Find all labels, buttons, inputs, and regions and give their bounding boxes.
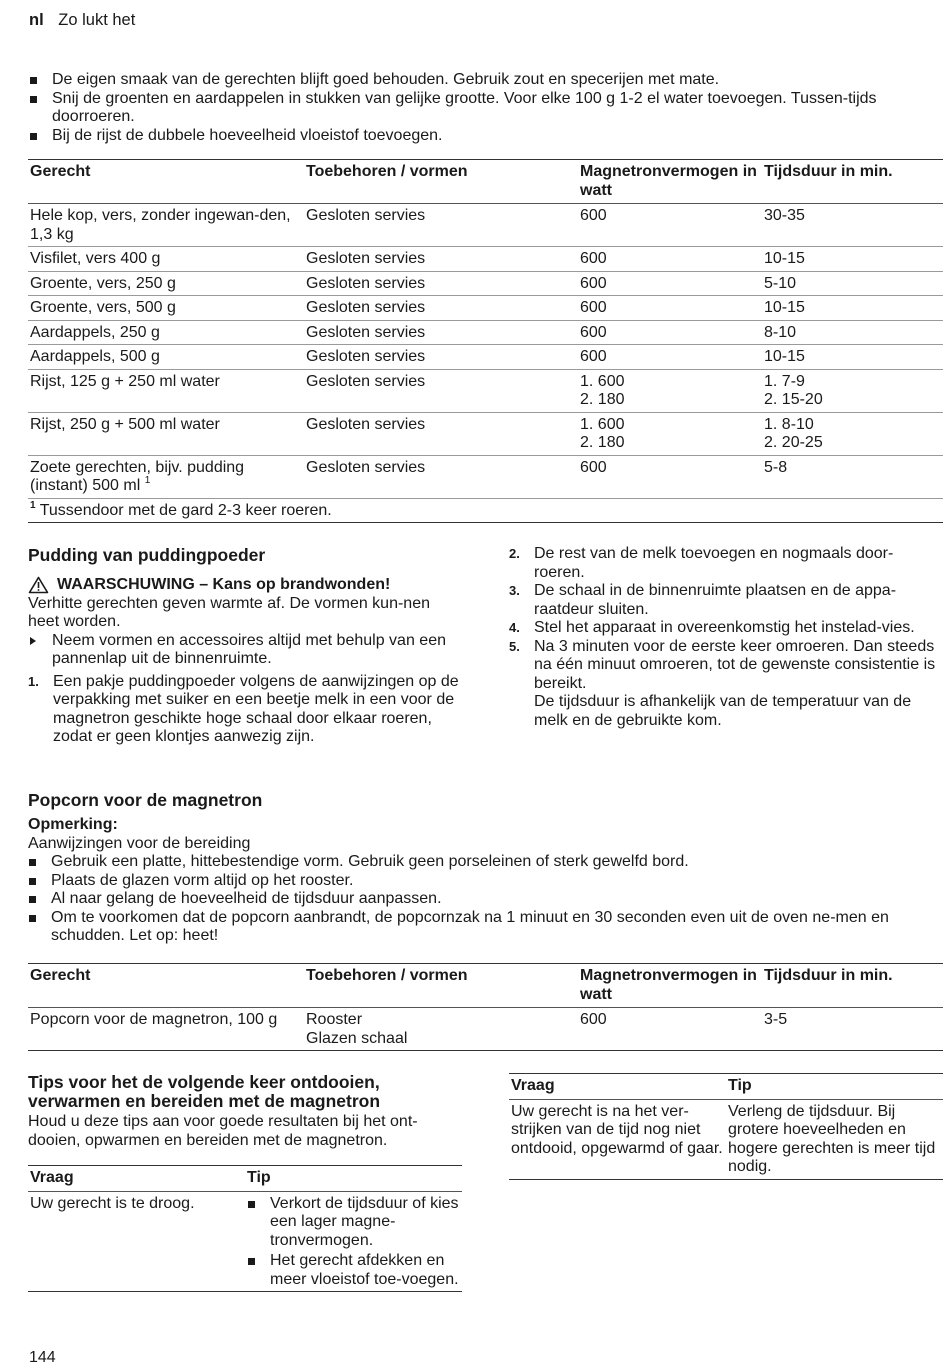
step-note: De tijdsduur is afhankelijk van de temperatuur van de melk en de gebruikte kom. bbox=[534, 693, 912, 729]
table-row bbox=[28, 247, 943, 272]
table-cell bbox=[578, 247, 762, 272]
step-text: De rest van de melk toevoegen en nogmaals door-roeren. bbox=[534, 545, 894, 581]
section-heading: Popcorn voor de magnetron bbox=[28, 790, 263, 810]
step-text: Na 3 minuten voor de eerste keer omroeren. Dan steeds na één minuut omroeren, tot de gewenste consistentie is bereikt. bbox=[534, 637, 936, 692]
table-cell bbox=[28, 455, 304, 498]
table-row bbox=[28, 204, 943, 247]
footnote-mark: 1 bbox=[30, 499, 36, 511]
table-cell bbox=[762, 204, 943, 247]
tips-section bbox=[28, 1073, 462, 1292]
table-cell: Uw gerecht is na het ver-strijken van de tijd nog niet ontdooid, opgewarmd of gaar. bbox=[509, 1099, 726, 1179]
cell-text: 600 bbox=[580, 207, 607, 224]
table-row bbox=[28, 1191, 462, 1292]
table-cell bbox=[762, 369, 943, 412]
table-cell bbox=[578, 345, 762, 370]
cell-text: Gesloten servies bbox=[306, 458, 426, 476]
cell-text: Gesloten servies bbox=[306, 323, 426, 341]
step-number: 5. bbox=[509, 638, 520, 654]
cell-text: 600 bbox=[580, 250, 607, 267]
cell-text: 30-35 bbox=[764, 207, 805, 224]
table-cell bbox=[578, 1008, 762, 1051]
table-cell bbox=[304, 369, 578, 412]
language-code: nl bbox=[29, 11, 44, 29]
cell-text: Gesloten servies bbox=[306, 372, 426, 390]
step-number: 3. bbox=[509, 583, 520, 598]
warning-heading bbox=[28, 576, 460, 595]
list-item: Om te voorkomen dat de popcorn aanbrandt, de popcornzak na 1 minuut en 30 seconden even uit de oven ne-men en schudden. Let op: heet! bbox=[28, 909, 940, 946]
column-header: Toebehoren / vormen bbox=[304, 964, 578, 1008]
step-text: Een pakje puddingpoeder volgens de aanwijzingen op de verpakking met suiker en een beetje melk in een voor de magnetron geschikte hoge schaal door elkaar roeren, zodat er geen klontjes aanwezig zijn. bbox=[53, 672, 459, 745]
table-cell bbox=[762, 412, 943, 455]
popcorn-section bbox=[28, 790, 940, 946]
warning-action: Neem vormen en accessoires altijd met behulp van een pannenlap uit de binnenruimte. bbox=[28, 632, 460, 669]
cell-text: Visfilet, vers 400 g bbox=[30, 250, 161, 267]
cell-text: 600 bbox=[580, 348, 607, 365]
table-cell bbox=[304, 271, 578, 296]
table-cell bbox=[578, 369, 762, 412]
table-cell bbox=[578, 204, 762, 247]
table-cell bbox=[578, 455, 762, 498]
column-header: Tijdsduur in min. bbox=[762, 964, 943, 1008]
table-cell bbox=[762, 320, 943, 345]
footnote-text: Tussendoor met de gard 2-3 keer roeren. bbox=[39, 501, 332, 519]
cell-text: Gesloten servies bbox=[306, 207, 426, 224]
table-cell bbox=[28, 320, 304, 345]
step-item bbox=[28, 673, 460, 747]
list-item: Verkort de tijdsduur of kies een lager magne-tronvermogen. bbox=[247, 1195, 460, 1251]
section-title: Zo lukt het bbox=[58, 11, 136, 29]
table-row bbox=[28, 1008, 943, 1051]
page-number: 144 bbox=[29, 1349, 56, 1366]
list-item: Gebruik een platte, hittebestendige vorm. Gebruik geen porseleinen of sterk gewelfd bord. bbox=[28, 853, 940, 872]
tips-table-left bbox=[28, 1165, 462, 1292]
column-header: Toebehoren / vormen bbox=[304, 160, 578, 204]
table-cell bbox=[28, 204, 304, 247]
table-cell bbox=[28, 345, 304, 370]
cell-text: Popcorn voor de magnetron, 100 g bbox=[30, 1011, 278, 1028]
cell-text: 1. 8-10 2. 20-25 bbox=[764, 415, 823, 451]
pudding-steps-continued bbox=[509, 545, 939, 730]
step-text: Stel het apparaat in overeenkomstig het instelad-vies. bbox=[534, 619, 915, 636]
column-header: Gerecht bbox=[28, 964, 304, 1008]
table-cell bbox=[304, 1008, 578, 1051]
table-cell bbox=[762, 271, 943, 296]
cell-text: 1. 600 2. 180 bbox=[580, 415, 625, 451]
table-header-row bbox=[28, 964, 943, 1008]
cell-text: 8-10 bbox=[764, 323, 797, 341]
table-cell bbox=[762, 1008, 943, 1051]
table-header-row bbox=[509, 1074, 943, 1100]
cell-text: Groente, vers, 500 g bbox=[30, 299, 176, 316]
table-cell bbox=[245, 1191, 462, 1292]
step-item bbox=[509, 619, 939, 638]
column-header: Tip bbox=[245, 1166, 462, 1192]
tips-table-right bbox=[509, 1073, 943, 1180]
table-cell bbox=[28, 412, 304, 455]
cell-text: Gesloten servies bbox=[306, 250, 426, 267]
cell-text: Rijst, 125 g + 250 ml water bbox=[30, 372, 220, 390]
cell-text: Gesloten servies bbox=[306, 299, 426, 316]
list-item: Plaats de glazen vorm altijd op het rooster. bbox=[28, 872, 940, 891]
step-item bbox=[509, 638, 939, 731]
table-row bbox=[28, 320, 943, 345]
column-header: Tip bbox=[726, 1074, 943, 1100]
table-cell bbox=[762, 247, 943, 272]
cell-text: 600 bbox=[580, 458, 607, 476]
table-cell: Verleng de tijdsduur. Bij grotere hoeveelheden en hogere gerechten is meer tijd nodig. bbox=[726, 1099, 943, 1179]
cell-text: 1. 7-9 2. 15-20 bbox=[764, 372, 823, 408]
cell-text: Gesloten servies bbox=[306, 274, 426, 292]
cell-text: 600 bbox=[580, 299, 607, 316]
column-header: Vraag bbox=[509, 1074, 726, 1100]
table-row bbox=[509, 1099, 943, 1179]
table-cell bbox=[304, 345, 578, 370]
column-header: Magnetronvermogen in watt bbox=[578, 160, 762, 204]
table-cell bbox=[28, 369, 304, 412]
table-cell bbox=[28, 271, 304, 296]
footnote-ref: 1 bbox=[144, 475, 151, 486]
table-cell bbox=[28, 296, 304, 321]
column-header: Vraag bbox=[28, 1166, 245, 1192]
list-item: Al naar gelang de hoeveelheid de tijdsduur aanpassen. bbox=[28, 890, 940, 909]
cell-text: Gesloten servies bbox=[306, 415, 426, 433]
tips-description: Houd u deze tips aan voor goede resultaten bij het ont-dooien, opwarmen en bereiden met de magnetron. bbox=[28, 1113, 418, 1149]
cell-text: 600 bbox=[580, 1011, 607, 1028]
cooking-table bbox=[28, 159, 943, 523]
cell-text: Aardappels, 250 g bbox=[30, 323, 160, 341]
warning-triangle-icon bbox=[28, 576, 49, 594]
cell-text: 600 bbox=[580, 323, 607, 341]
list-item: Bij de rijst de dubbele hoeveelheid vloeistof toevoegen. bbox=[29, 127, 939, 146]
cell-text: 10-15 bbox=[764, 299, 805, 316]
table-cell bbox=[578, 271, 762, 296]
table-cell bbox=[304, 204, 578, 247]
table-cell bbox=[304, 247, 578, 272]
table-cell bbox=[304, 412, 578, 455]
step-item bbox=[509, 545, 939, 582]
cell-text: Aardappels, 500 g bbox=[30, 348, 160, 365]
list-item: Snij de groenten en aardappelen in stukken van gelijke grootte. Voor elke 100 g 1-2 el water toevoegen. Tussen-tijds doorroeren. bbox=[29, 90, 939, 127]
cell-text: Zoete gerechten, bijv. pudding (instant) 500 ml bbox=[30, 458, 245, 494]
warning-title: WAARSCHUWING – Kans op brandwonden! bbox=[57, 576, 391, 593]
table-cell bbox=[28, 1008, 304, 1051]
table-row bbox=[28, 455, 943, 498]
table-footnote bbox=[28, 498, 943, 523]
table-row bbox=[28, 412, 943, 455]
step-number: 2. bbox=[509, 546, 520, 561]
cell-text: 5-8 bbox=[764, 458, 788, 476]
cell-text: 5-10 bbox=[764, 274, 797, 292]
table-cell bbox=[762, 296, 943, 321]
step-number: 4. bbox=[509, 620, 520, 635]
step-text: De schaal in de binnenruimte plaatsen en de appa-raatdeur sluiten. bbox=[534, 582, 897, 618]
table-header-row bbox=[28, 1166, 462, 1192]
cell-text: 600 bbox=[580, 274, 607, 292]
list-item: Het gerecht afdekken en meer vloeistof toe-voegen. bbox=[247, 1252, 460, 1289]
cell-text: Gesloten servies bbox=[306, 348, 426, 365]
table-row bbox=[28, 296, 943, 321]
page-header bbox=[29, 11, 135, 30]
table-row bbox=[28, 369, 943, 412]
table-cell bbox=[762, 455, 943, 498]
table-cell bbox=[304, 455, 578, 498]
column-header: Gerecht bbox=[28, 160, 304, 204]
table-cell bbox=[762, 345, 943, 370]
cell-text: Rijst, 250 g + 500 ml water bbox=[30, 415, 220, 433]
cell-text: Hele kop, vers, zonder ingewan-den, 1,3 kg bbox=[30, 207, 291, 243]
section-heading: Pudding van puddingpoeder bbox=[28, 545, 266, 565]
note-text: Aanwijzingen voor de bereiding bbox=[28, 834, 251, 852]
intro-bullets bbox=[29, 71, 939, 145]
table-row bbox=[28, 345, 943, 370]
table-footnote-row bbox=[28, 498, 943, 523]
popcorn-table bbox=[28, 963, 943, 1051]
table-cell bbox=[304, 296, 578, 321]
table-cell bbox=[578, 320, 762, 345]
table-cell bbox=[578, 296, 762, 321]
table-cell: Uw gerecht is te droog. bbox=[28, 1191, 245, 1292]
table-header-row bbox=[28, 160, 943, 204]
table-cell bbox=[304, 320, 578, 345]
cell-text: 10-15 bbox=[764, 348, 805, 365]
section-heading: Tips voor het de volgende keer ontdooien, verwarmen en bereiden met de magnetron bbox=[28, 1072, 381, 1111]
column-header: Magnetronvermogen in watt bbox=[578, 964, 762, 1008]
table-cell bbox=[578, 412, 762, 455]
step-item bbox=[509, 582, 939, 619]
cell-text: 10-15 bbox=[764, 250, 805, 267]
table-cell bbox=[28, 247, 304, 272]
column-header: Tijdsduur in min. bbox=[762, 160, 943, 204]
cell-text: 3-5 bbox=[764, 1011, 788, 1028]
pudding-section bbox=[28, 545, 460, 747]
warning-text: Verhitte gerechten geven warmte af. De vormen kun-nen heet worden. bbox=[28, 594, 430, 630]
cell-text: 1. 600 2. 180 bbox=[580, 372, 625, 408]
list-item: De eigen smaak van de gerechten blijft goed behouden. Gebruik zout en specerijen met mate. bbox=[29, 71, 939, 90]
step-number: 1. bbox=[28, 673, 39, 689]
cell-text: Rooster Glazen schaal bbox=[306, 1011, 408, 1047]
table-row bbox=[28, 271, 943, 296]
cell-text: Groente, vers, 250 g bbox=[30, 274, 176, 292]
note-label: Opmerking: bbox=[28, 816, 118, 833]
